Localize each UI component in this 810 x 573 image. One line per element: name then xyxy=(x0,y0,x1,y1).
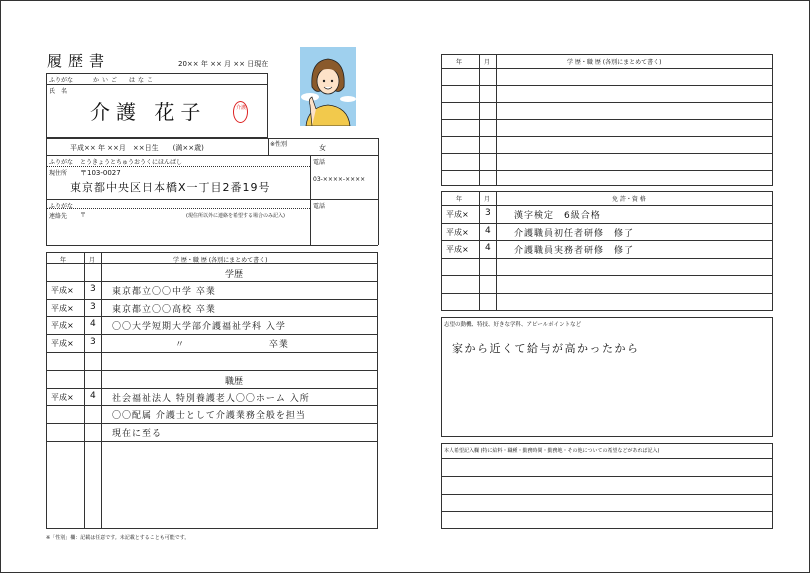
contact-tel-label: 電話 xyxy=(313,203,326,210)
contact-postal: 〒 xyxy=(80,212,87,219)
postal-code: 〒103-0027 xyxy=(80,169,121,177)
date-label: 20×× 年 ×× 月 ×× 日現在 xyxy=(178,60,269,68)
name-value: 介護 花子 xyxy=(90,100,207,124)
seal-stamp xyxy=(233,101,248,123)
row-divider xyxy=(46,281,378,282)
addr-furigana-label: ふりがな xyxy=(49,159,74,166)
license-row-month: 3 xyxy=(485,208,491,218)
history-row-text: 〇〇配属 介護士として介護業務全般を担当 xyxy=(112,411,306,422)
tel-label: 電話 xyxy=(313,159,326,166)
row-divider xyxy=(441,136,773,137)
right-history-col-year: 年 xyxy=(456,59,463,66)
applicant-photo xyxy=(300,47,356,126)
history-row-text: 東京都立〇〇中学 卒業 xyxy=(112,286,216,297)
history-col-month: 月 xyxy=(89,257,96,264)
seal-text: 介護 xyxy=(235,105,246,111)
row-divider xyxy=(441,494,773,495)
row-divider xyxy=(441,293,773,294)
licenses-col-month: 月 xyxy=(484,196,491,203)
history-row-month: 3 xyxy=(90,337,96,348)
history-row-year: 平成× xyxy=(51,285,74,295)
history-row-text: 社会福祉法人 特別養護老人〇〇ホーム 入所 xyxy=(112,393,310,404)
row-divider xyxy=(46,441,378,442)
history-row-text: 現在に至る xyxy=(112,429,163,440)
licenses-col-year: 年 xyxy=(456,196,463,203)
history-row-month: 4 xyxy=(90,390,96,401)
row-divider xyxy=(46,352,378,353)
contact-label: 連絡先 xyxy=(49,213,68,220)
row-divider xyxy=(441,102,773,103)
history-col-title: 学 歴・職 歴 (各別にまとめて書く) xyxy=(173,257,268,264)
person-illustration xyxy=(300,47,356,126)
history-row-year: 平成× xyxy=(51,339,74,349)
license-row-year: 平成× xyxy=(446,227,469,237)
sex-value: 女 xyxy=(319,144,326,152)
license-row-text: 漢字検定 6級合格 xyxy=(514,211,601,221)
row-divider xyxy=(46,263,378,264)
birth-date: 平成×× 年 ××月 ××日生 (満××歳) xyxy=(70,144,204,152)
request-box xyxy=(441,443,773,529)
right-history-col-title: 学 歴・職 歴 (各別にまとめて書く) xyxy=(567,59,662,66)
row-divider xyxy=(46,405,378,406)
row-divider xyxy=(46,299,378,300)
right-history-col-month: 月 xyxy=(484,59,491,66)
history-row-heading: 学歴 xyxy=(225,270,244,280)
history-row-month: 3 xyxy=(90,283,96,294)
row-divider xyxy=(441,223,773,224)
name-label: 氏名 xyxy=(49,88,74,95)
row-divider xyxy=(441,258,773,259)
license-row-text: 介護職員実務者研修 修了 xyxy=(514,246,635,257)
history-row-year: 平成× xyxy=(51,321,74,331)
history-row-year: 平成× xyxy=(51,303,74,313)
contact-note: (現住所以外に連絡を希望する場合のみ記入) xyxy=(186,213,285,219)
row-divider xyxy=(441,275,773,276)
history-row-month: 4 xyxy=(90,319,96,330)
history-row-text: 〃 卒業 xyxy=(175,340,289,351)
row-divider xyxy=(441,170,773,171)
history-row-heading: 職歴 xyxy=(225,376,244,387)
addr-furigana-value: とうきょうとちゅうおうくにほんばし xyxy=(80,159,183,166)
history-row-text: 〇〇大学短期大学部介護福祉学科 入学 xyxy=(112,322,286,333)
row-divider xyxy=(46,388,378,389)
resume-title: 履歴書 xyxy=(47,52,111,70)
license-row-year: 平成× xyxy=(446,245,469,255)
sex-label: ※性別 xyxy=(270,141,288,148)
license-row-month: 4 xyxy=(485,225,491,236)
row-divider xyxy=(441,205,773,206)
row-divider xyxy=(441,68,773,69)
row-divider xyxy=(46,316,378,317)
row-divider xyxy=(441,240,773,241)
row-divider xyxy=(441,476,773,477)
address-value: 東京都中央区日本橋X一丁目2番19号 xyxy=(70,181,271,194)
contact-furigana-label: ふりがな xyxy=(49,203,74,210)
license-row-month: 4 xyxy=(485,243,491,254)
motivation-box xyxy=(441,317,773,437)
request-label: 本人希望記入欄 (特に給料・職種・勤務時間・勤務地・その他についての希望などがあれば記入) xyxy=(444,448,660,454)
license-row-text: 介護職員初任者研修 修了 xyxy=(514,228,635,239)
history-row-month: 3 xyxy=(90,301,96,312)
license-row-year: 平成× xyxy=(446,210,469,219)
history-col-year: 年 xyxy=(60,257,67,264)
motivation-label: 志望の動機、特技、好きな学科、アピールポイントなど xyxy=(444,322,582,328)
tel-value: 03-××××-×××× xyxy=(313,176,366,183)
row-divider xyxy=(441,458,773,459)
row-divider xyxy=(46,334,378,335)
furigana-label: ふりがな xyxy=(49,77,74,84)
history-row-text: 東京都立〇〇高校 卒業 xyxy=(112,304,216,315)
row-divider xyxy=(46,370,378,371)
history-table-right xyxy=(441,54,773,186)
row-divider xyxy=(441,511,773,512)
row-divider xyxy=(441,119,773,120)
row-divider xyxy=(441,85,773,86)
history-row-year: 平成× xyxy=(51,392,74,402)
motivation-text: 家から近くて給与が高かったから xyxy=(452,342,640,355)
address-label: 現住所 xyxy=(49,170,68,177)
row-divider xyxy=(441,153,773,154)
licenses-col-title: 免 許・資 格 xyxy=(612,196,646,203)
furigana-value: かいご はなこ xyxy=(93,77,157,84)
footnote: ※「性別」欄：記載は任意です。未記載とすることも可能です。 xyxy=(46,535,190,541)
row-divider xyxy=(46,423,378,424)
